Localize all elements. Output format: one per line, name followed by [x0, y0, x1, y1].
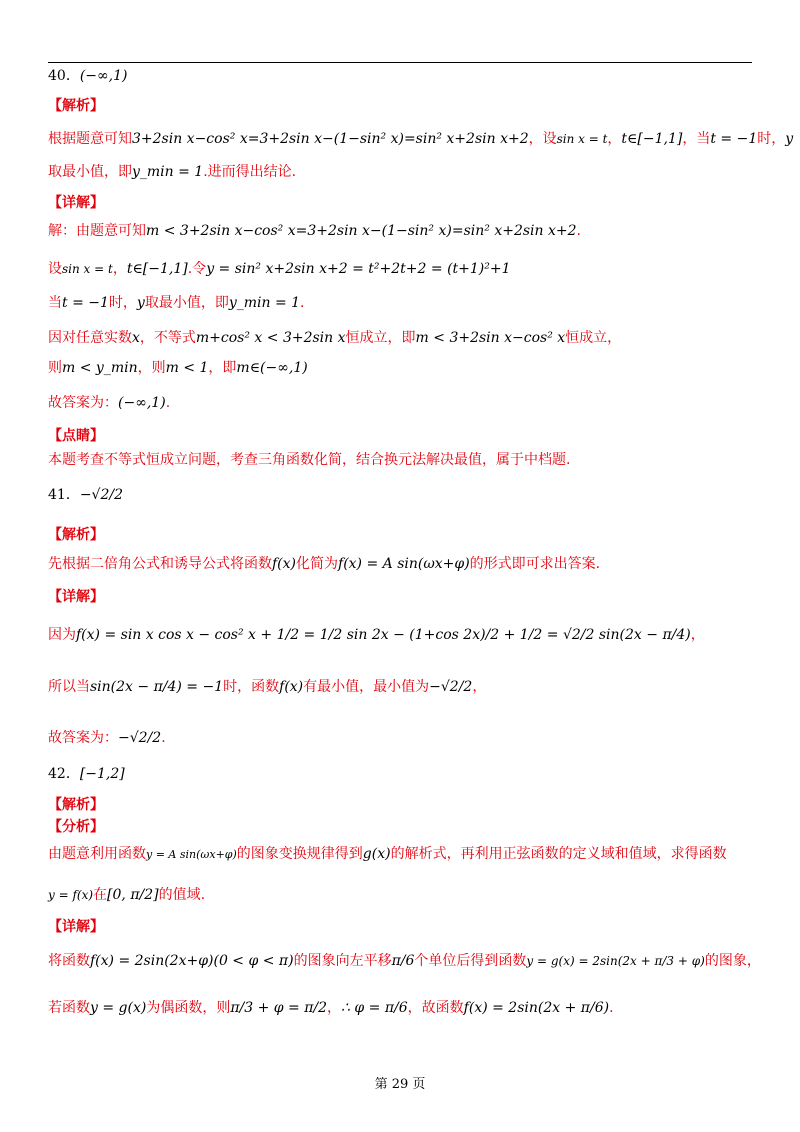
q40-detail-line3: 当t = −1时，y取最小值，即y_min = 1.	[48, 295, 305, 311]
header-rule	[48, 62, 752, 63]
q40-analysis-line1: 根据题意可知3+2sin x−cos² x=3+2sin x−(1−sin² x)=sin² x+2sin x+2，设sin x = t，t∈[−1,1]，当t = −1时，y	[48, 131, 794, 147]
q40-analysis-tag: 【解析】	[48, 98, 104, 114]
q40-detail-tag: 【详解】	[48, 195, 104, 211]
q42-detail-line2: 若函数y = g(x)为偶函数，则π/3 + φ = π/2，∴ φ = π/6，故函数f(x) = 2sin(2x + π/6).	[48, 1000, 614, 1016]
q42-answer: [−1,2]	[79, 766, 125, 782]
q40-comment: 本题考查不等式恒成立问题，考查三角函数化简，结合换元法解决最值，属于中档题.	[48, 452, 571, 468]
q40-detail-line5: 则m < y_min，则m < 1，即m∈(−∞,1)	[48, 360, 308, 376]
q42-detail-line1: 将函数f(x) = 2sin(2x+φ)(0 < φ < π)的图象向左平移π/6个单位后得到函数y = g(x) = 2sin(2x + π/3 + φ)的图象，	[48, 953, 761, 969]
q42-detail-tag: 【详解】	[48, 919, 104, 935]
q40-comment-tag: 【点睛】	[48, 428, 104, 444]
q40-detail-tag-line	[48, 192, 752, 214]
q42-analysis-tag-line	[48, 794, 752, 816]
q41-analysis-line: 先根据二倍角公式和诱导公式将函数f(x)化简为f(x) = A sin(ωx+φ)的形式即可求出答案.	[48, 556, 601, 572]
q41-detail-line2: 所以当sin(2x − π/4) = −1时，函数f(x)有最小值，最小值为−√2/2，	[48, 679, 487, 695]
q41-detail-line1: 因为f(x) = sin x cos x − cos² x + 1/2 = 1/2 sin 2x − (1+cos 2x)/2 + 1/2 = √2/2 sin(2x − π/4)，	[48, 627, 705, 643]
q41-detail-tag: 【详解】	[48, 589, 104, 605]
q41-detail-line3: 故答案为：−√2/2.	[48, 730, 166, 746]
q41-answer-line	[48, 484, 752, 506]
q42-analysis-tag: 【解析】	[48, 797, 104, 813]
q41-answer: −√2/2	[79, 487, 124, 503]
q40-answer: (−∞,1)	[79, 68, 128, 84]
q42-detail-tag-line	[48, 916, 752, 938]
q42-fenxi-tag: 【分析】	[48, 819, 104, 835]
q40-detail-line6: 故答案为：(−∞,1).	[48, 395, 171, 411]
q41-analysis-tag-line	[48, 524, 752, 546]
q42-fenxi-line1: 由题意利用函数y = A sin(ωx+φ)的图象变换规律得到g(x)的解析式，再利用正弦函数的定义域和值域，求得函数	[48, 846, 727, 862]
q40-analysis-formula: 3+2sin x−cos² x=3+2sin x−(1−sin² x)=sin² x+2sin x+2	[132, 131, 529, 147]
q42-number: 42．	[48, 766, 80, 782]
q40-detail-line2: 设sin x = t，t∈[−1,1].令y = sin² x+2sin x+2 = t²+2t+2 = (t+1)²+1	[48, 261, 511, 277]
q41-analysis-tag: 【解析】	[48, 527, 104, 543]
q40-comment-tag-line	[48, 425, 752, 447]
q40-number: 40．	[48, 68, 80, 84]
q40-analysis-line2: 取最小值，即y_min = 1.进而得出结论.	[48, 164, 297, 180]
q40-detail-line4: 因对任意实数x，不等式m+cos² x < 3+2sin x恒成立，即m < 3+2sin x−cos² x恒成立，	[48, 330, 622, 346]
q41-number: 41．	[48, 487, 80, 503]
page-footer: 第 29 页	[374, 1077, 426, 1092]
q40-detail-line1: 解：由题意可知m < 3+2sin x−cos² x=3+2sin x−(1−sin² x)=sin² x+2sin x+2.	[48, 223, 581, 239]
q40-answer-line	[48, 65, 752, 87]
q42-fenxi-line2: y = f(x)在[0, π/2]的值域.	[48, 887, 206, 903]
q40-analysis-tag-line	[48, 95, 752, 117]
q42-answer-line	[48, 763, 752, 785]
q42-fenxi-tag-line	[48, 816, 752, 838]
q41-detail-tag-line	[48, 586, 752, 608]
